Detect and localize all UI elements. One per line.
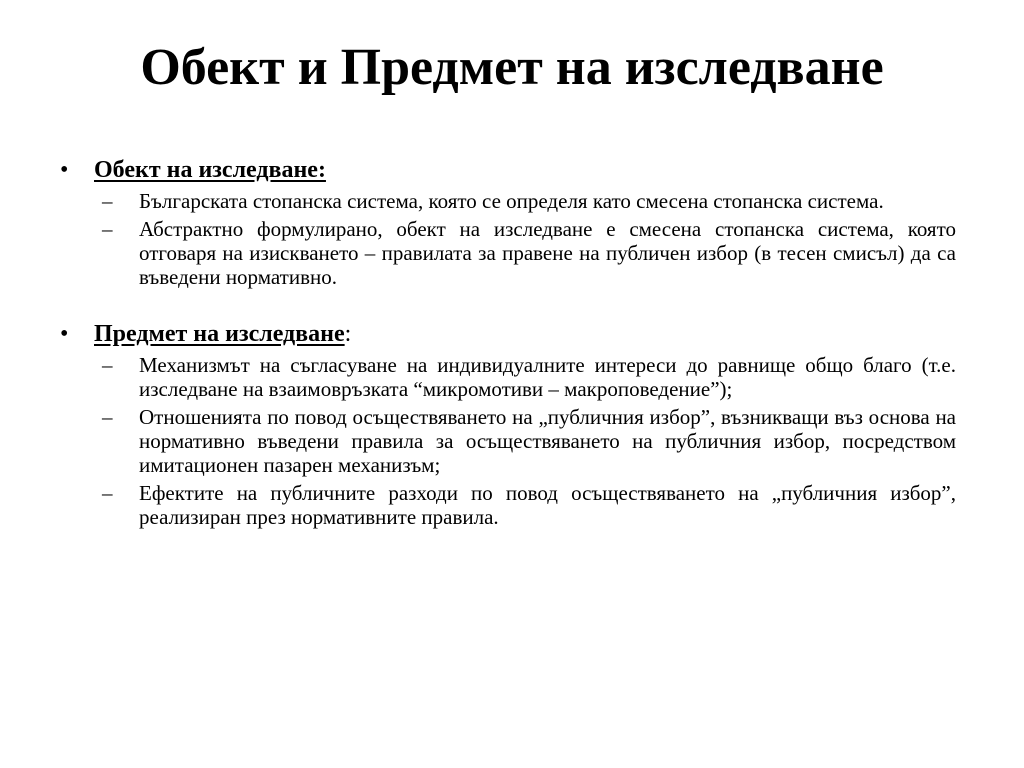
list-item-text: Отношенията по повод осъществяването на „публичния избор”, възникващи въз основа на нормативно въведени правила за осъществяването на публичния избор, посредством имитационен пазарен механизъм; — [139, 405, 956, 477]
dash-icon: – — [102, 481, 113, 505]
list-item — [60, 405, 956, 477]
list-item — [60, 217, 956, 289]
list-item — [60, 353, 956, 401]
section-heading-suffix: : — [344, 321, 352, 347]
list-item-text: Механизмът на съгласуване на индивидуалните интереси до равнище общо благо (т.е. изследване на взаимовръзката “микромотиви – макроповедение”); — [139, 353, 956, 401]
section-heading-line — [60, 155, 956, 185]
section-heading-line — [60, 319, 956, 349]
section-heading: Предмет на изследване — [94, 321, 345, 347]
dash-icon: – — [102, 405, 113, 429]
slide-content — [60, 155, 956, 533]
section-object — [60, 155, 956, 289]
bullet-icon: • — [60, 157, 69, 183]
list-item — [60, 481, 956, 529]
sub-list — [60, 353, 956, 529]
dash-icon: – — [102, 353, 113, 377]
dash-icon: – — [102, 217, 113, 241]
bullet-icon: • — [60, 321, 69, 347]
sub-list — [60, 189, 956, 289]
list-item-text: Ефектите на публичните разходи по повод осъществяването на „публичния избор”, реализиран през нормативните правила. — [139, 481, 956, 529]
list-item — [60, 189, 956, 213]
list-item-text: Абстрактно формулирано, обект на изследване е смесена стопанска система, която отговаря на изискването – правилата за правене на публичен избор (в тесен смисъл) да са въведени нормативно. — [139, 217, 956, 289]
section-subject — [60, 319, 956, 529]
list-item-text: Българската стопанска система, която се определя като смесена стопанска система. — [139, 189, 884, 213]
section-heading: Обект на изследване: — [94, 157, 326, 183]
dash-icon: – — [102, 189, 113, 213]
slide-title: Обект и Предмет на изследване — [140, 39, 884, 96]
